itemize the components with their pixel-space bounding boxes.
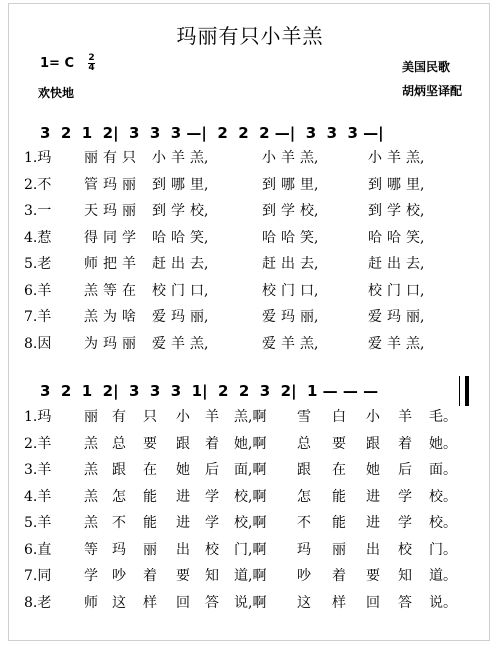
lyric-syllable: 出	[176, 541, 190, 558]
lyric-syllable: 羔,	[190, 335, 209, 352]
lyric-syllable: 7.羊	[24, 309, 52, 325]
lyric-syllable: 羔,	[190, 150, 209, 166]
lyric-syllable: 羔,	[300, 150, 319, 166]
lyric-syllable: 门,啊	[234, 541, 267, 558]
lyric-syllable: 里,	[190, 176, 209, 193]
lyric-syllable: 着	[143, 568, 157, 584]
lyric-syllable: 赶	[368, 256, 382, 272]
lyric-syllable: 哈	[262, 229, 276, 246]
lyric-syllable: 赶	[152, 256, 166, 272]
lyric-syllable: 爱	[368, 309, 382, 325]
lyric-syllable: 样	[143, 594, 157, 611]
lyric-syllable: 出	[281, 256, 295, 272]
lyric-syllable: 得	[84, 229, 98, 246]
lyric-syllable: 口,	[406, 282, 425, 299]
lyric-syllable: 能	[143, 515, 157, 531]
lyric-syllable: 校	[205, 541, 219, 558]
lyric-syllable: 能	[332, 488, 346, 505]
lyric-syllable: 门	[281, 282, 295, 299]
lyric-syllable: 丽	[84, 150, 98, 166]
lyric-syllable: 小	[262, 150, 276, 166]
lyric-syllable: 总	[112, 435, 126, 452]
tempo-marking: 欢快地	[38, 86, 75, 100]
lyric-syllable: 羊	[387, 335, 401, 352]
lyric-line	[0, 149, 500, 167]
lyric-syllable: 8.老	[24, 594, 52, 611]
lyric-syllable: 玛	[281, 309, 295, 325]
lyric-syllable: 道,啊	[234, 568, 267, 584]
lyric-syllable: 羊	[122, 256, 136, 272]
lyric-syllable: 玛	[103, 176, 117, 193]
lyric-syllable: 到	[262, 176, 276, 193]
lyric-syllable: 出	[171, 256, 185, 272]
lyric-syllable: 不	[297, 515, 311, 531]
lyric-syllable: 说,啊	[234, 594, 267, 611]
origin-credit: 美国民歌	[402, 60, 451, 74]
lyric-syllable: 4.惹	[24, 229, 52, 246]
final-barline-thick	[465, 376, 469, 406]
lyric-line	[0, 255, 500, 273]
time-signature-top: 2	[88, 53, 95, 63]
lyric-syllable: 面。	[429, 462, 457, 478]
lyric-syllable: 她,啊	[234, 435, 267, 452]
lyric-syllable: 3.一	[24, 203, 52, 219]
lyric-syllable: 跟	[366, 435, 380, 452]
lyric-syllable: 出	[387, 256, 401, 272]
lyric-syllable: 答	[205, 594, 219, 611]
lyric-syllable: 玛	[103, 335, 117, 352]
lyric-syllable: 着	[332, 568, 346, 584]
lyric-syllable: 学	[205, 515, 219, 531]
lyric-syllable: 校,啊	[234, 515, 267, 531]
lyric-syllable: 丽,	[406, 309, 425, 325]
lyric-syllable: 等	[103, 282, 117, 299]
lyric-syllable: 丽	[84, 409, 98, 425]
lyric-syllable: 羔	[84, 282, 98, 299]
lyric-syllable: 笑,	[190, 229, 209, 246]
lyric-syllable: 哈	[171, 229, 185, 246]
lyric-syllable: 知	[398, 568, 412, 584]
lyric-syllable: 回	[176, 594, 190, 611]
lyric-syllable: 雪	[297, 409, 311, 425]
lyric-syllable: 她	[366, 462, 380, 478]
lyric-syllable: 2.羊	[24, 435, 52, 452]
lyric-line	[0, 514, 500, 532]
lyric-syllable: 有	[103, 150, 117, 166]
lyric-syllable: 在	[332, 462, 346, 478]
lyric-syllable: 2.不	[24, 176, 52, 193]
lyric-syllable: 羔,	[406, 150, 425, 166]
lyric-syllable: 学	[387, 203, 401, 219]
lyric-syllable: 笑,	[300, 229, 319, 246]
lyric-syllable: 校。	[429, 488, 457, 505]
lyric-syllable: 羔	[84, 309, 98, 325]
lyric-syllable: 哈	[152, 229, 166, 246]
lyric-syllable: 着	[398, 435, 412, 452]
lyric-syllable: 学	[398, 515, 412, 531]
lyric-syllable: 白	[332, 409, 346, 425]
lyric-syllable: 门	[387, 282, 401, 299]
song-title: 玛丽有只小羊羔	[176, 24, 324, 48]
lyric-syllable: 校。	[429, 515, 457, 531]
lyric-syllable: 这	[112, 594, 126, 611]
lyric-syllable: 爱	[262, 309, 276, 325]
lyric-syllable: 她	[176, 462, 190, 478]
lyric-line	[0, 594, 500, 612]
lyric-syllable: 说。	[429, 594, 457, 611]
lyric-syllable: 后	[205, 462, 219, 478]
lyric-syllable: 进	[366, 515, 380, 531]
lyric-syllable: 答	[398, 594, 412, 611]
lyric-syllable: 怎	[112, 488, 126, 505]
lyric-syllable: 等	[84, 541, 98, 558]
lyric-syllable: 出	[366, 541, 380, 558]
lyric-syllable: 把	[103, 256, 117, 272]
lyric-syllable: 吵	[112, 568, 126, 584]
lyric-syllable: 校,	[300, 203, 319, 219]
lyric-syllable: 哈	[368, 229, 382, 246]
time-signature	[88, 54, 95, 73]
lyric-syllable: 丽	[122, 335, 136, 352]
final-barline-thin	[459, 376, 460, 406]
lyric-syllable: 羊	[171, 150, 185, 166]
lyric-syllable: 在	[122, 282, 136, 299]
translator-credit: 胡炳坚译配	[402, 84, 463, 98]
lyric-syllable: 跟	[112, 462, 126, 478]
lyric-syllable: 小	[176, 409, 190, 425]
lyric-syllable: 吵	[297, 568, 311, 584]
lyric-line	[0, 282, 500, 300]
lyric-syllable: 校	[152, 282, 166, 299]
lyric-syllable: 爱	[262, 335, 276, 352]
lyric-syllable: 不	[112, 515, 126, 531]
lyric-syllable: 羔	[84, 515, 98, 531]
lyric-syllable: 师	[84, 594, 98, 611]
lyric-syllable: 能	[143, 488, 157, 505]
lyric-syllable: 校	[368, 282, 382, 299]
lyric-syllable: 1.玛	[24, 409, 52, 425]
notation-line-2: 3 2 1 2| 3 3 3 1| 2 2 3 2| 1 — — —	[40, 382, 379, 400]
lyric-syllable: 丽	[143, 541, 157, 558]
lyric-line	[0, 176, 500, 194]
lyric-syllable: 这	[297, 594, 311, 611]
lyric-syllable: 学	[171, 203, 185, 219]
lyric-line	[0, 488, 500, 506]
lyric-syllable: 校,啊	[234, 488, 267, 505]
lyric-syllable: 进	[176, 488, 190, 505]
lyric-line	[0, 461, 500, 479]
lyric-syllable: 为	[103, 309, 117, 325]
lyric-syllable: 6.直	[24, 541, 52, 558]
lyric-syllable: 羔,	[406, 335, 425, 352]
lyric-syllable: 怎	[297, 488, 311, 505]
notation-line-1: 3 2 1 2| 3 3 3 —| 2 2 2 —| 3 3 3 —|	[40, 124, 384, 142]
lyric-syllable: 门。	[429, 541, 457, 558]
lyric-syllable: 4.羊	[24, 488, 52, 505]
lyric-syllable: 爱	[152, 335, 166, 352]
lyric-syllable: 到	[262, 203, 276, 219]
lyric-syllable: 学	[122, 229, 136, 246]
lyric-syllable: 羔,	[300, 335, 319, 352]
lyric-syllable: 要	[143, 435, 157, 452]
lyric-syllable: 羔	[84, 435, 98, 452]
lyric-syllable: 羔	[84, 488, 98, 505]
lyric-syllable: 哈	[281, 229, 295, 246]
lyric-syllable: 玛	[297, 541, 311, 558]
lyric-syllable: 校	[398, 541, 412, 558]
lyric-syllable: 啥	[122, 309, 136, 325]
lyric-line	[0, 408, 500, 426]
lyric-syllable: 学	[84, 568, 98, 584]
lyric-syllable: 能	[332, 515, 346, 531]
lyric-syllable: 爱	[368, 335, 382, 352]
lyric-syllable: 师	[84, 256, 98, 272]
lyric-syllable: 学	[205, 488, 219, 505]
lyric-syllable: 知	[205, 568, 219, 584]
lyric-syllable: 去,	[300, 256, 319, 272]
lyric-syllable: 玛	[171, 309, 185, 325]
lyric-syllable: 去,	[406, 256, 425, 272]
lyric-syllable: 她。	[429, 435, 457, 452]
key-signature: 1= C	[40, 56, 75, 71]
lyric-syllable: 口,	[190, 282, 209, 299]
lyric-syllable: 爱	[152, 309, 166, 325]
lyric-syllable: 样	[332, 594, 346, 611]
lyric-syllable: 小	[368, 150, 382, 166]
lyric-line	[0, 229, 500, 247]
lyric-syllable: 只	[122, 150, 136, 166]
lyric-syllable: 里,	[300, 176, 319, 193]
lyric-syllable: 校,	[406, 203, 425, 219]
lyric-syllable: 门	[171, 282, 185, 299]
lyric-syllable: 玛	[112, 541, 126, 558]
lyric-syllable: 有	[112, 409, 126, 425]
lyric-syllable: 3.羊	[24, 462, 52, 478]
lyric-syllable: 跟	[176, 435, 190, 452]
lyric-syllable: 总	[297, 435, 311, 452]
lyric-syllable: 毛。	[429, 409, 457, 425]
lyric-syllable: 学	[281, 203, 295, 219]
lyric-syllable: 到	[368, 203, 382, 219]
lyric-syllable: 要	[332, 435, 346, 452]
lyric-syllable: 小	[366, 409, 380, 425]
lyric-line	[0, 435, 500, 453]
lyric-syllable: 到	[368, 176, 382, 193]
time-signature-bottom: 4	[88, 63, 95, 73]
lyric-line	[0, 567, 500, 585]
lyric-syllable: 7.同	[24, 568, 52, 584]
lyric-syllable: 羊	[171, 335, 185, 352]
lyric-syllable: 天	[84, 203, 98, 219]
lyric-syllable: 8.因	[24, 335, 52, 352]
lyric-syllable: 学	[398, 488, 412, 505]
lyric-syllable: 回	[366, 594, 380, 611]
lyric-syllable: 5.老	[24, 256, 52, 272]
lyric-syllable: 哪	[281, 176, 295, 193]
lyric-syllable: 羊	[281, 335, 295, 352]
lyric-syllable: 玛	[103, 203, 117, 219]
lyric-syllable: 同	[103, 229, 117, 246]
lyric-syllable: 只	[143, 409, 157, 425]
lyric-syllable: 进	[366, 488, 380, 505]
lyric-syllable: 去,	[190, 256, 209, 272]
lyric-syllable: 丽,	[190, 309, 209, 325]
lyric-syllable: 丽	[332, 541, 346, 558]
lyric-syllable: 在	[143, 462, 157, 478]
lyric-line	[0, 541, 500, 559]
lyric-syllable: 羔,啊	[234, 409, 267, 425]
lyric-syllable: 玛	[387, 309, 401, 325]
lyric-syllable: 管	[84, 176, 98, 193]
lyric-syllable: 小	[152, 150, 166, 166]
lyric-line	[0, 308, 500, 326]
lyric-syllable: 哪	[387, 176, 401, 193]
lyric-syllable: 哈	[387, 229, 401, 246]
lyric-line	[0, 202, 500, 220]
lyric-syllable: 羊	[387, 150, 401, 166]
lyric-syllable: 面,啊	[234, 462, 267, 478]
lyric-syllable: 要	[176, 568, 190, 584]
lyric-syllable: 羊	[398, 409, 412, 425]
lyric-syllable: 羊	[281, 150, 295, 166]
lyric-syllable: 到	[152, 176, 166, 193]
lyric-syllable: 口,	[300, 282, 319, 299]
lyric-syllable: 哪	[171, 176, 185, 193]
lyric-syllable: 羔	[84, 462, 98, 478]
lyric-syllable: 进	[176, 515, 190, 531]
lyric-syllable: 校,	[190, 203, 209, 219]
lyric-syllable: 道。	[429, 568, 457, 584]
lyric-syllable: 5.羊	[24, 515, 52, 531]
lyric-syllable: 丽	[122, 176, 136, 193]
lyric-syllable: 后	[398, 462, 412, 478]
lyric-syllable: 里,	[406, 176, 425, 193]
lyric-syllable: 赶	[262, 256, 276, 272]
lyric-syllable: 6.羊	[24, 282, 52, 299]
lyric-syllable: 丽,	[300, 309, 319, 325]
lyric-syllable: 笑,	[406, 229, 425, 246]
lyric-syllable: 校	[262, 282, 276, 299]
lyric-syllable: 1.玛	[24, 150, 52, 166]
lyric-line	[0, 335, 500, 353]
lyric-syllable: 要	[366, 568, 380, 584]
lyric-syllable: 跟	[297, 462, 311, 478]
lyric-syllable: 丽	[122, 203, 136, 219]
lyric-syllable: 到	[152, 203, 166, 219]
lyric-syllable: 着	[205, 435, 219, 452]
lyric-syllable: 羊	[205, 409, 219, 425]
lyric-syllable: 为	[84, 335, 98, 352]
